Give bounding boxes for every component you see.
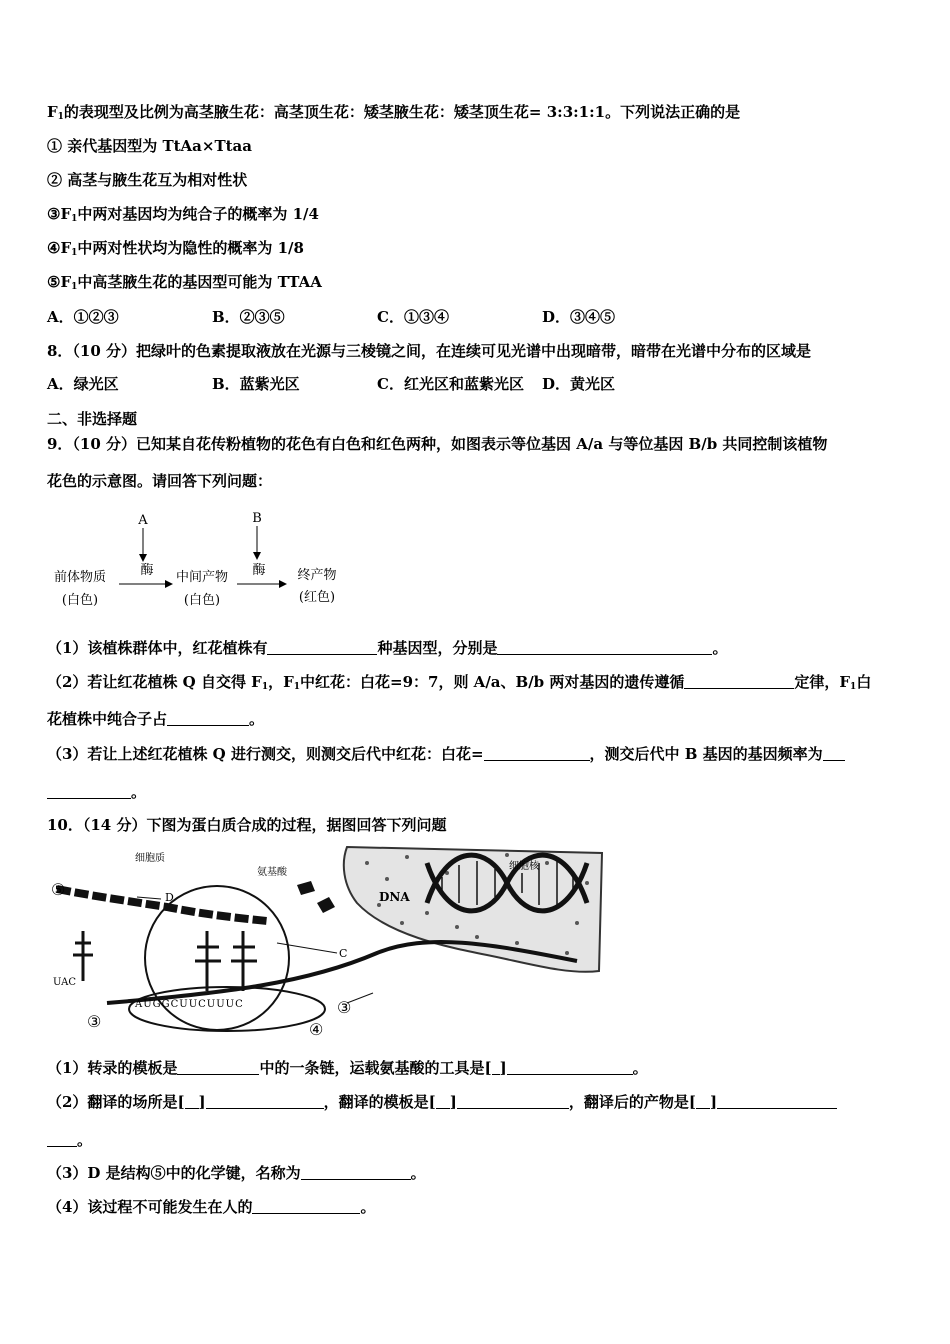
q10-part3-blank[interactable] xyxy=(301,1165,411,1180)
q10-part4: （4）该过程不可能发生在人的 。 xyxy=(47,1198,376,1216)
q9-part3-line2: 。 xyxy=(47,782,146,802)
q7-options xyxy=(47,307,615,327)
q10-part2-bracket-blank-2[interactable] xyxy=(436,1094,450,1109)
trna-site-1 xyxy=(195,931,221,991)
q8-stem: 8．（10 分）把绿叶的色素提取液放在光源与三棱镜之间，在连续可见光谱中出现暗带，暗带在光谱中分布的区域是 xyxy=(47,342,812,360)
q10-part2-bracket-blank-1[interactable] xyxy=(185,1094,199,1109)
protein-synthesis-diagram xyxy=(47,843,607,1043)
amino-acid-blob-2 xyxy=(317,897,335,913)
q10-part1-bracket-blank[interactable] xyxy=(492,1060,500,1075)
q10-part4-blank[interactable] xyxy=(252,1199,360,1214)
q7-intro: $F_1$的表现型及比例为高茎腋生花：高茎顶生花：矮茎腋生花：矮茎顶生花= 3:3:1:1。下列说法正确的是 xyxy=(47,103,741,122)
q8-option-c[interactable]: C．红光区和蓝紫光区 xyxy=(377,375,524,393)
enzyme-1-label: 酶 xyxy=(140,563,154,578)
final-product-color: (红色) xyxy=(298,590,336,605)
q9-part3-blank-2a[interactable] xyxy=(823,746,845,761)
q9-part1: （1）该植株群体中，红花植株有 种基因型，分别是 。 xyxy=(47,639,728,657)
q7-statement-4: $④F_1$中两对性状均为隐性的概率为 1/8 xyxy=(47,239,304,258)
intermediate-label: 中间产物 xyxy=(175,570,229,585)
q10-part1-blank-1[interactable] xyxy=(177,1060,259,1075)
q8-option-a[interactable]: A．绿光区 xyxy=(47,375,119,393)
section-heading: 二、非选择题 xyxy=(47,410,138,428)
q7-statement-3: $③F_1$中两对基因均为纯合子的概率为 1/4 xyxy=(47,205,319,224)
label-3-left: ③ xyxy=(87,1012,102,1031)
amino-acid-label: 氨基酸 xyxy=(257,867,287,878)
label-c-leader xyxy=(277,943,337,953)
cytoplasm-label: 细胞质 xyxy=(135,853,165,864)
q10-part2-blank-1[interactable] xyxy=(206,1094,324,1109)
q7-option-a[interactable]: A．①②③ xyxy=(47,308,119,326)
q7-option-d[interactable]: D．③④⑤ xyxy=(542,308,616,326)
q7-statement-5: $⑤F_1$中高茎腋生花的基因型可能为 TTAA xyxy=(47,273,322,292)
label-3-right: ③ xyxy=(337,998,352,1017)
q9-part3-blank-1[interactable] xyxy=(484,746,590,761)
q9-stem-line2: 花色的示意图。请回答下列问题： xyxy=(47,472,273,490)
amino-acid-blob-1 xyxy=(297,881,315,895)
q7-statement-2: ② 高茎与腋生花互为相对性状 xyxy=(47,171,248,189)
label-d-leader xyxy=(137,897,161,899)
gene-a-label: A xyxy=(138,513,148,528)
trna-free xyxy=(73,931,93,981)
q8-option-b[interactable]: B．蓝紫光区 xyxy=(212,375,300,393)
q9-part1-blank-1[interactable] xyxy=(267,640,377,655)
q10-part2-blank-3a[interactable] xyxy=(717,1094,837,1109)
q9-part2-line1: （2）若让红花植株 Q 自交得 $F_1$，$F_1$中红花：白花=9：7，则 A/a、B/b 两对基因的遗传遵循 定律，$F_1$白 xyxy=(47,673,872,692)
label-c: C xyxy=(339,947,348,960)
trna-site-2 xyxy=(231,931,257,991)
q10-part2-line1: （2）翻译的场所是[ ] ，翻译的模板是[ ] ，翻译后的产物是[ ] xyxy=(47,1092,837,1112)
q8-options xyxy=(47,374,615,394)
q9-part1-blank-2[interactable] xyxy=(497,640,712,655)
q9-part3-line1: （3）若让上述红花植株 Q 进行测交，则测交后代中红花：白花= ，测交后代中 B 基因的基因频率为 xyxy=(47,744,845,764)
label-d: D xyxy=(165,891,174,904)
q10-part3: （3）D 是结构⑤中的化学键，名称为 。 xyxy=(47,1164,426,1182)
q9-part2-blank-2[interactable] xyxy=(167,711,249,726)
precursor-color: (白色) xyxy=(61,593,99,608)
q7-option-c[interactable]: C．①③④ xyxy=(377,308,449,326)
q10-stem: 10．（14 分）下图为蛋白质合成的过程，据图回答下列问题 xyxy=(47,816,447,834)
step-2-arrowhead xyxy=(279,580,287,588)
mrna-sequence: AUGGCUUCUUUC xyxy=(135,999,244,1010)
precursor-label: 前体物质 xyxy=(53,570,107,585)
q8-option-d[interactable]: D．黄光区 xyxy=(542,375,616,393)
polypeptide-chain xyxy=(57,889,267,921)
q7-option-b[interactable]: B．②③⑤ xyxy=(212,308,285,326)
gene-b-label: B xyxy=(252,511,262,526)
q7-statement-1: ① 亲代基因型为 TtAa×Ttaa xyxy=(47,137,252,155)
gene-b-arrowhead xyxy=(253,552,261,560)
nucleus-label: 细胞核 xyxy=(509,861,539,872)
flower-color-pathway-diagram xyxy=(47,508,367,613)
q9-part3-blank-2b[interactable] xyxy=(47,784,131,799)
anticodon-label: UAC xyxy=(53,977,76,988)
dna-label: DNA xyxy=(379,890,410,904)
q9-part2-blank-1[interactable] xyxy=(684,674,794,689)
label-5: ⑤ xyxy=(51,880,66,899)
q10-part1: （1）转录的模板是 中的一条链，运载氨基酸的工具是[ ] 。 xyxy=(47,1059,648,1077)
q10-part2-blank-3b[interactable] xyxy=(47,1132,77,1147)
step-1-arrowhead xyxy=(165,580,173,588)
final-product-label: 终产物 xyxy=(297,568,337,583)
q10-part2-blank-2[interactable] xyxy=(457,1094,569,1109)
label-4: ④ xyxy=(309,1020,324,1039)
q9-part2-line2: 花植株中纯合子占 。 xyxy=(47,710,265,728)
enzyme-2-label: 酶 xyxy=(252,563,266,578)
gene-a-arrowhead xyxy=(139,554,147,562)
q10-part2-line2: 。 xyxy=(47,1130,92,1150)
q10-part2-bracket-blank-3[interactable] xyxy=(696,1094,710,1109)
q10-part1-blank-2[interactable] xyxy=(507,1060,633,1075)
intermediate-color: (白色) xyxy=(183,593,221,608)
q9-stem-line1: 9．（10 分）已知某自花传粉植物的花色有白色和红色两种，如图表示等位基因 A/a 与等位基因 B/b 共同控制该植物 xyxy=(47,435,828,453)
